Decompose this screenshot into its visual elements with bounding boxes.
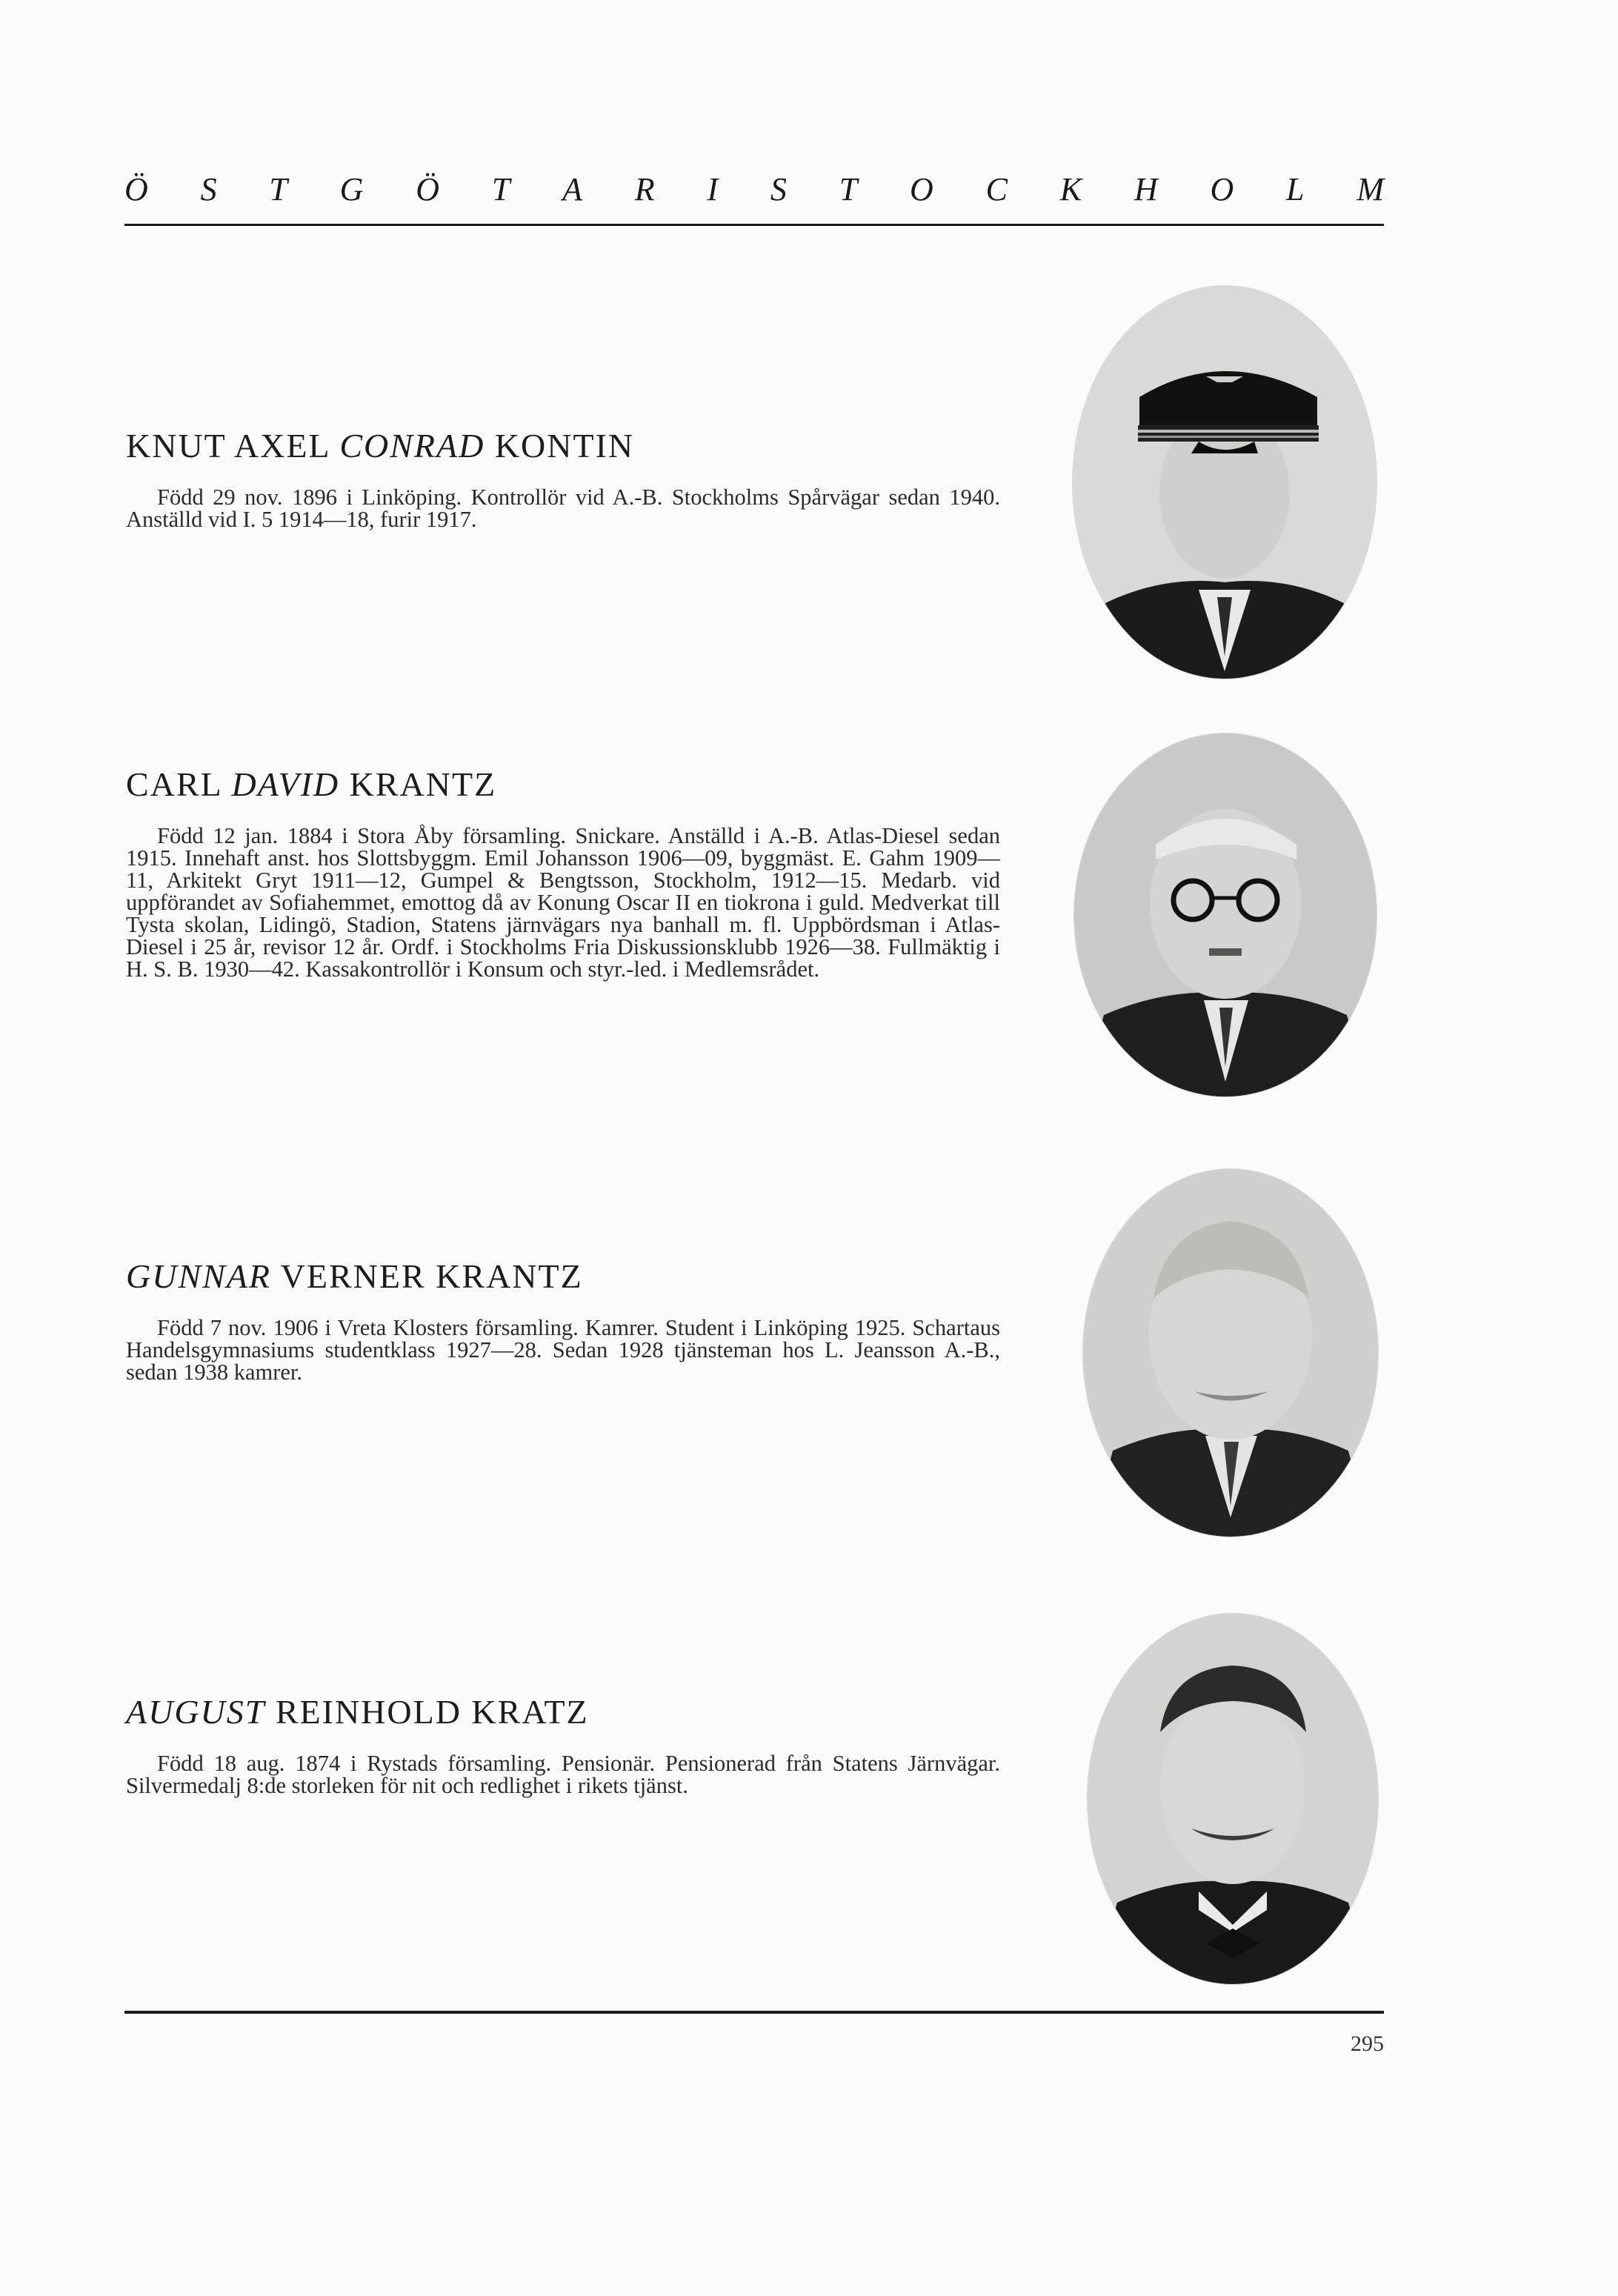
page-number: 295 bbox=[1351, 2032, 1384, 2056]
running-head-letter: K bbox=[1059, 171, 1082, 207]
name-part: REINHOLD KRATZ bbox=[265, 1693, 589, 1731]
running-head-letter: I bbox=[707, 171, 719, 207]
name-part: CARL bbox=[126, 765, 232, 803]
portrait-photo bbox=[1083, 1169, 1378, 1537]
running-head-letter: Ö bbox=[416, 171, 440, 207]
running-head-letter: R bbox=[634, 171, 655, 207]
portrait-photo bbox=[1088, 1614, 1378, 1984]
running-head-letter: M bbox=[1356, 171, 1384, 207]
biography-entry bbox=[126, 1257, 1000, 1383]
name-called: AUGUST bbox=[126, 1693, 266, 1731]
running-head-letter: C bbox=[985, 171, 1008, 207]
biography-entry bbox=[126, 426, 1000, 530]
entry-name bbox=[126, 426, 1000, 465]
portrait-photo bbox=[1073, 286, 1376, 679]
running-head-letter: O bbox=[910, 171, 933, 207]
running-head-letter: T bbox=[269, 171, 287, 207]
name-called: GUNNAR bbox=[126, 1257, 271, 1295]
running-head-letter: T bbox=[491, 171, 510, 207]
name-part: KRANTZ bbox=[339, 765, 497, 803]
name-part: KNUT AXEL bbox=[126, 427, 340, 465]
running-head-letter: A bbox=[562, 171, 582, 207]
running-head-letter: L bbox=[1286, 171, 1305, 207]
name-called: CONRAD bbox=[339, 427, 485, 465]
running-head-letter: Ö bbox=[124, 171, 148, 207]
biography-entry bbox=[126, 1692, 1000, 1797]
entry-bio: Född 12 jan. 1884 i Stora Åby församling. Snickare. Anställd i A.-B. Atlas-Diesel sedan 1915. Innehaft anst. hos Slottsbyggm. Emil Johansson 1906—09, byggmäst. E. Gahm 1909—11, Arkitekt Gryt 1911—12, Gumpel & Bengtsson, Stockholm, 1912—15. Medarb. vid uppförandet av Sofiahemmet, emottog då av Konung Oscar II en tiokrona i guld. Medverkat till Tysta skolan, Lidingö, Stadion, Statens järnvägars nya banhall m. fl. Uppbördsman i Atlas-Diesel i 25 år, revisor 12 år. Ordf. i Stockholms Fria Diskussionsklubb 1926—38. Fullmäktig i H. S. B. 1930—42. Kassakontrollör i Konsum och styr.-led. i Medlemsrådet. bbox=[126, 823, 1000, 982]
name-called: DAVID bbox=[231, 765, 340, 803]
running-head-letter: S bbox=[770, 171, 787, 207]
entry-name bbox=[126, 765, 1000, 804]
running-head-letter: O bbox=[1210, 171, 1234, 207]
portrait-photo bbox=[1074, 733, 1376, 1097]
running-head-letter: G bbox=[339, 171, 364, 207]
running-head-letter: H bbox=[1133, 171, 1158, 207]
entry-bio: Född 7 nov. 1906 i Vreta Klosters församling. Kamrer. Student i Linköping 1925. Schartaus Handelsgymnasiums studentklass 1927—28. Sedan 1928 tjänsteman hos L. Jeansson A.-B., sedan 1938 kamrer. bbox=[126, 1315, 1000, 1385]
biography-entry bbox=[126, 765, 1000, 980]
footer-rule bbox=[124, 2011, 1384, 2014]
entry-bio: Född 29 nov. 1896 i Linköping. Kontrollör vid A.-B. Stockholms Spårvägar sedan 1940. Anställd vid I. 5 1914—18, furir 1917. bbox=[126, 485, 1000, 532]
entry-name bbox=[126, 1257, 1000, 1296]
running-head-letter: S bbox=[200, 171, 217, 207]
entry-name bbox=[126, 1692, 1000, 1731]
name-part: KONTIN bbox=[485, 427, 635, 465]
running-head bbox=[124, 170, 1384, 208]
running-head-letter: T bbox=[839, 171, 858, 207]
name-part: VERNER KRANTZ bbox=[271, 1257, 583, 1295]
header-rule bbox=[124, 224, 1384, 226]
entry-bio: Född 18 aug. 1874 i Rystads församling. Pensionär. Pensionerad från Statens Järnvägar. Silvermedalj 8:de storleken för nit och redlighet i rikets tjänst. bbox=[126, 1751, 1000, 1798]
